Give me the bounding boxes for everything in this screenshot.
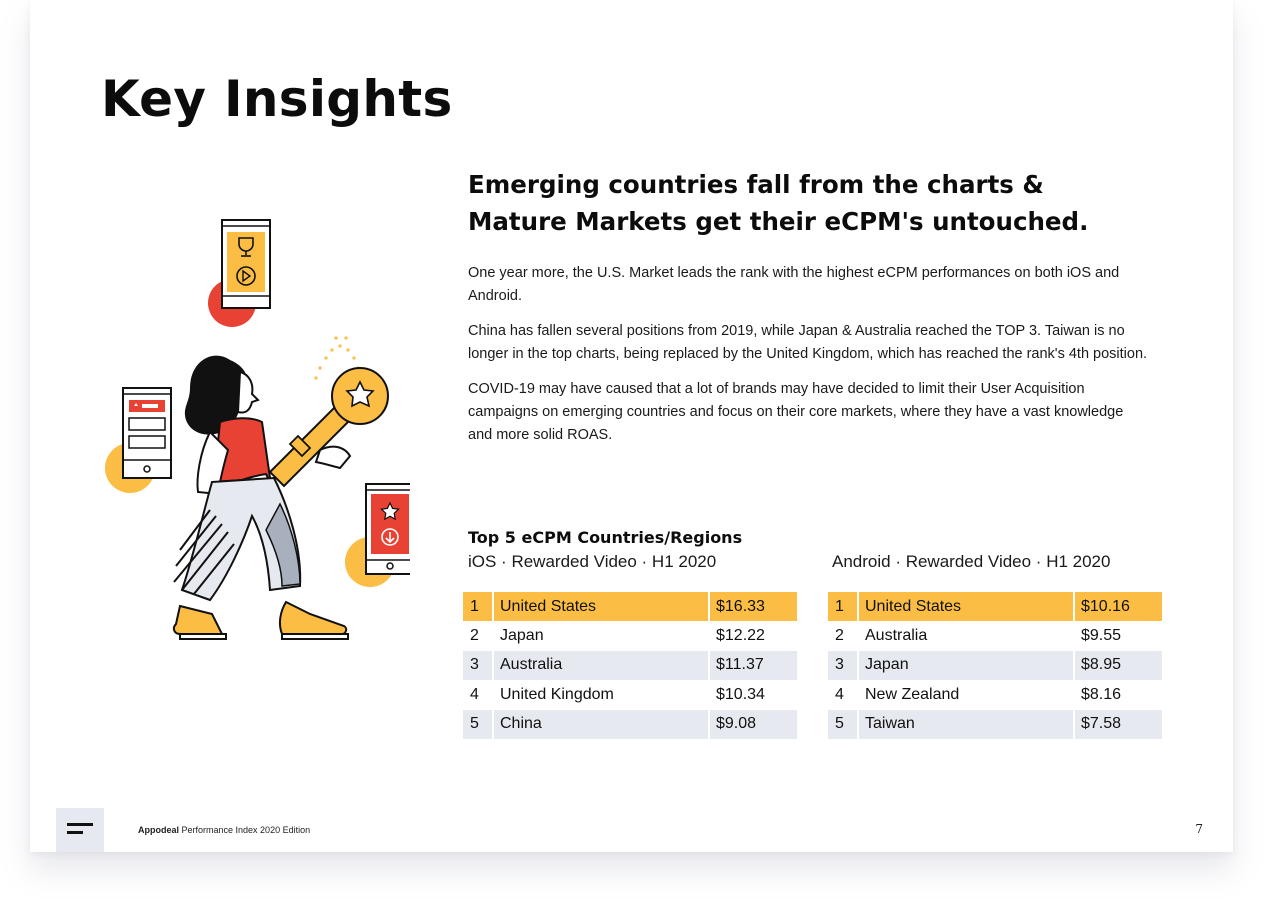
paragraph: One year more, the U.S. Market leads the rank with the highest eCPM performances on both iOS and Android. [468, 265, 1120, 304]
rank-cell: 2 [835, 627, 844, 645]
ios-table-subtitle: iOS · Rewarded Video · H1 2020 [468, 552, 717, 571]
table-row [828, 621, 1162, 650]
ecpm-cell: $10.16 [1074, 592, 1162, 621]
android-ecpm-table [828, 592, 1162, 739]
country-cell: United States [493, 592, 709, 621]
key-icon [270, 368, 388, 486]
illustration [70, 210, 410, 670]
android-table-subtitle: Android · Rewarded Video · H1 2020 [832, 552, 1111, 571]
rank-cell: 5 [463, 710, 493, 739]
rank-cell: 5 [828, 710, 858, 739]
ecpm-cell: $8.95 [1074, 651, 1162, 680]
table-row [463, 710, 797, 739]
footer-text [138, 825, 310, 835]
table-row [463, 651, 797, 680]
rank-cell: 1 [463, 592, 493, 621]
rank-cell: 3 [463, 651, 493, 680]
rank-cell: 4 [835, 685, 844, 703]
table-row [463, 680, 797, 709]
country-cell: Taiwan [858, 710, 1074, 739]
country-cell: Australia [493, 651, 709, 680]
rank-cell: 4 [470, 685, 479, 703]
country-cell: Japan [493, 621, 709, 650]
menu-lines-icon [67, 823, 93, 837]
rank-cell: 3 [828, 651, 858, 680]
table-row [828, 651, 1162, 680]
country-cell: United Kingdom [493, 680, 709, 709]
ecpm-cell: $9.55 [1074, 621, 1162, 650]
headline: Emerging countries fall from the charts & Mature Markets get their eCPM's untouched. [468, 170, 1089, 236]
ecpm-cell: $16.33 [709, 592, 797, 621]
tables-title: Top 5 eCPM Countries/Regions [468, 528, 743, 547]
country-cell: United States [858, 592, 1074, 621]
country-cell: Japan [858, 651, 1074, 680]
country-cell: Australia [858, 621, 1074, 650]
ecpm-cell: $7.58 [1074, 710, 1162, 739]
logo [56, 808, 104, 852]
paragraph: COVID-19 may have caused that a lot of brands may have decided to limit their User Acquisition campaigns on emerging countries and focus on their core markets, where they have a vast knowledge and more solid ROAS. [468, 381, 1124, 443]
page-number: 7 [1195, 822, 1203, 836]
country-cell: China [493, 710, 709, 739]
table-row [828, 680, 1162, 709]
ecpm-cell: $9.08 [709, 710, 797, 739]
page [30, 0, 1233, 852]
footer-brand: Appodeal [138, 825, 180, 835]
table-row [463, 621, 797, 650]
body-text [468, 262, 1148, 459]
rank-cell: 2 [470, 627, 479, 645]
country-cell: New Zealand [858, 680, 1074, 709]
paragraph: China has fallen several positions from 2019, while Japan & Australia reached the TOP 3. Taiwan is no longer in the top charts, being replaced by the United Kingdom, which has reached the rank's 4th position. [468, 323, 1148, 362]
rank-cell: 1 [828, 592, 858, 621]
ecpm-cell: $8.16 [1074, 680, 1162, 709]
ecpm-cell: $12.22 [709, 621, 797, 650]
ecpm-cell: $11.37 [709, 651, 797, 680]
ios-ecpm-table [463, 592, 797, 739]
footer-edition: Performance Index 2020 Edition [179, 825, 311, 835]
table-row [828, 592, 1162, 621]
ecpm-cell: $10.34 [709, 680, 797, 709]
page-title: Key Insights [101, 70, 453, 128]
table-row [463, 592, 797, 621]
table-row [828, 710, 1162, 739]
